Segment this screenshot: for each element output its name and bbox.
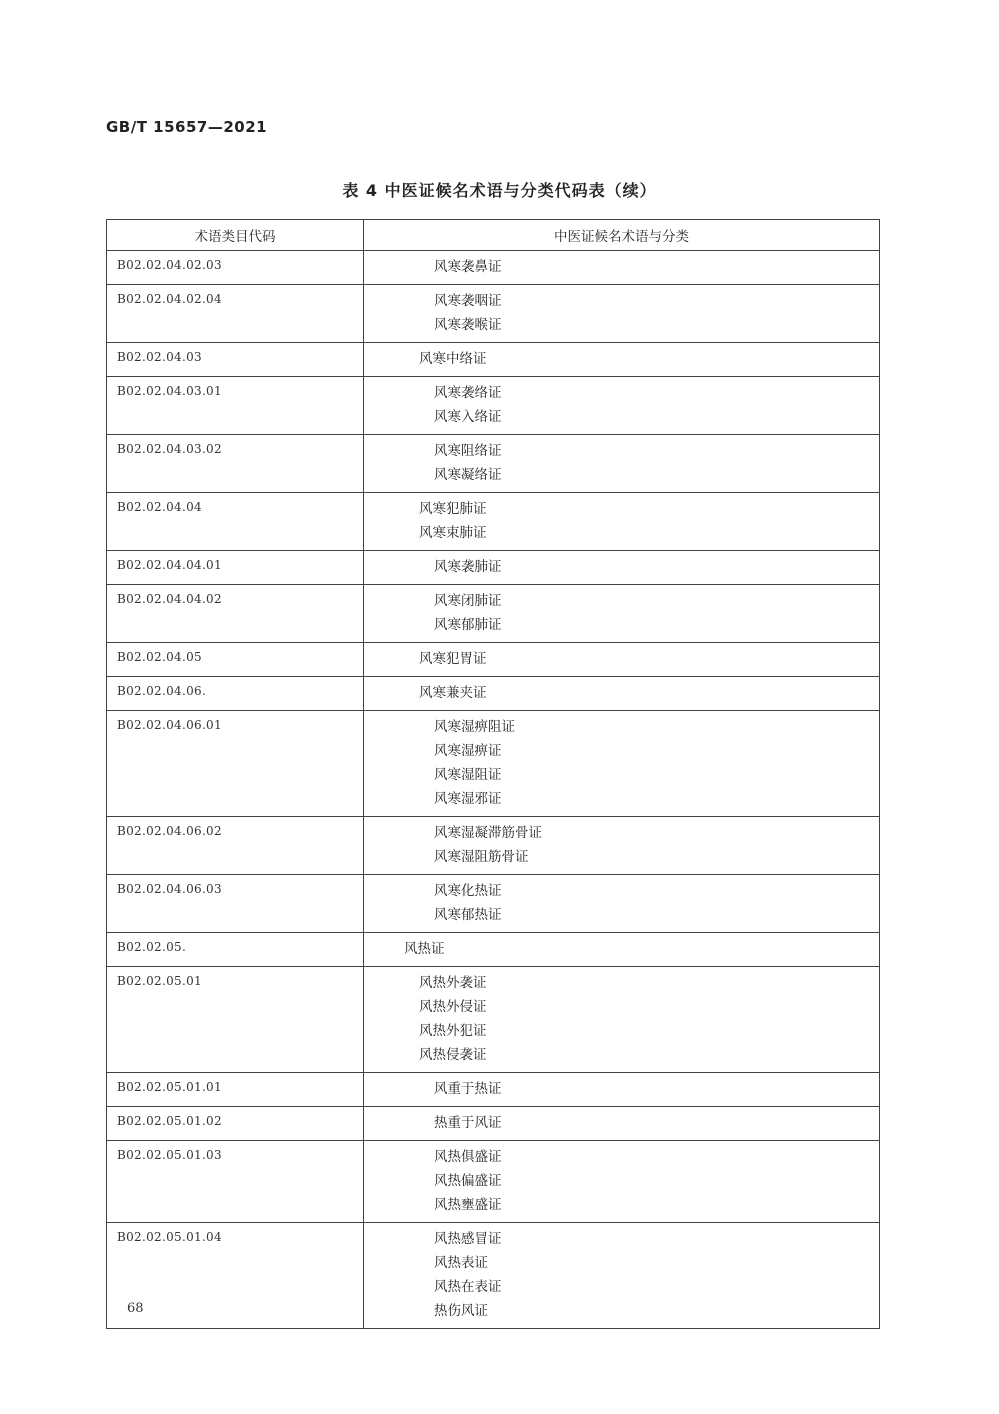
term-category-code: B02.02.04.04 bbox=[107, 493, 364, 551]
table-row bbox=[107, 817, 880, 875]
table-row bbox=[107, 1141, 880, 1223]
term-category-code: B02.02.04.06. bbox=[107, 677, 364, 711]
table-row bbox=[107, 343, 880, 377]
syndrome-terms-cell bbox=[364, 875, 880, 933]
syndrome-terms-cell bbox=[364, 933, 880, 967]
syndrome-term: 风寒化热证 bbox=[434, 883, 502, 899]
syndrome-terms-cell bbox=[364, 493, 880, 551]
syndrome-terms-cell bbox=[364, 967, 880, 1073]
syndrome-term: 风寒犯胃证 bbox=[419, 651, 487, 667]
syndrome-term: 风寒湿邪证 bbox=[434, 791, 502, 807]
syndrome-term: 风热感冒证 bbox=[434, 1231, 502, 1247]
syndrome-terms-cell bbox=[364, 251, 880, 285]
term-category-code: B02.02.04.03.01 bbox=[107, 377, 364, 435]
syndrome-term: 风热壅盛证 bbox=[434, 1197, 502, 1213]
syndrome-term: 风寒郁热证 bbox=[434, 907, 502, 923]
syndrome-term: 热伤风证 bbox=[434, 1303, 488, 1319]
syndrome-term: 风寒湿凝滞筋骨证 bbox=[434, 825, 542, 841]
term-category-code: B02.02.04.03 bbox=[107, 343, 364, 377]
table-row bbox=[107, 493, 880, 551]
term-category-code: B02.02.04.04.02 bbox=[107, 585, 364, 643]
table-row bbox=[107, 551, 880, 585]
syndrome-terms-cell bbox=[364, 677, 880, 711]
syndrome-terms-cell bbox=[364, 1223, 880, 1329]
table-row bbox=[107, 1073, 880, 1107]
syndrome-term: 热重于风证 bbox=[434, 1115, 502, 1131]
syndrome-terms-cell bbox=[364, 643, 880, 677]
term-category-code: B02.02.04.06.02 bbox=[107, 817, 364, 875]
term-category-code: B02.02.04.06.03 bbox=[107, 875, 364, 933]
term-category-code: B02.02.04.03.02 bbox=[107, 435, 364, 493]
syndrome-term: 风寒袭络证 bbox=[434, 385, 502, 401]
syndrome-term: 风寒袭喉证 bbox=[434, 317, 502, 333]
table-row bbox=[107, 1107, 880, 1141]
term-category-code: B02.02.05.01.02 bbox=[107, 1107, 364, 1141]
page-number: 68 bbox=[127, 1301, 144, 1316]
column-header-code: 术语类目代码 bbox=[107, 220, 364, 251]
syndrome-term: 风寒兼夹证 bbox=[419, 685, 487, 701]
syndrome-term: 风寒犯肺证 bbox=[419, 501, 487, 517]
syndrome-terms-cell bbox=[364, 1141, 880, 1223]
syndrome-term: 风寒湿阻证 bbox=[434, 767, 502, 783]
standard-number-header: GB/T 15657—2021 bbox=[106, 118, 268, 136]
term-category-code: B02.02.04.02.04 bbox=[107, 285, 364, 343]
syndrome-terms-cell bbox=[364, 585, 880, 643]
table-title: 表 4 中医证候名术语与分类代码表（续） bbox=[342, 181, 657, 200]
syndrome-terms-cell bbox=[364, 711, 880, 817]
syndrome-term: 风热偏盛证 bbox=[434, 1173, 502, 1189]
syndrome-terms-cell bbox=[364, 817, 880, 875]
syndrome-term: 风热外犯证 bbox=[419, 1023, 487, 1039]
table-header-row bbox=[107, 220, 880, 251]
syndrome-term: 风寒袭肺证 bbox=[434, 559, 502, 575]
syndrome-term: 风热在表证 bbox=[434, 1279, 502, 1295]
syndrome-terms-cell bbox=[364, 551, 880, 585]
table-row bbox=[107, 285, 880, 343]
table-body bbox=[107, 251, 880, 1329]
syndrome-term: 风寒湿痹阻证 bbox=[434, 719, 515, 735]
syndrome-term: 风热俱盛证 bbox=[434, 1149, 502, 1165]
syndrome-term: 风寒入络证 bbox=[434, 409, 502, 425]
syndrome-terms-cell bbox=[364, 343, 880, 377]
term-category-code: B02.02.05.01 bbox=[107, 967, 364, 1073]
syndrome-terms-cell bbox=[364, 1073, 880, 1107]
term-category-code: B02.02.04.04.01 bbox=[107, 551, 364, 585]
syndrome-term: 风寒袭咽证 bbox=[434, 293, 502, 309]
syndrome-terms-cell bbox=[364, 285, 880, 343]
table-row bbox=[107, 677, 880, 711]
syndrome-term: 风寒湿痹证 bbox=[434, 743, 502, 759]
syndrome-term: 风重于热证 bbox=[434, 1081, 502, 1097]
syndrome-term: 风寒郁肺证 bbox=[434, 617, 502, 633]
term-category-code: B02.02.05.01.01 bbox=[107, 1073, 364, 1107]
syndrome-term: 风寒束肺证 bbox=[419, 525, 487, 541]
table-row bbox=[107, 967, 880, 1073]
syndrome-term: 风寒袭鼻证 bbox=[434, 259, 502, 275]
table-row bbox=[107, 643, 880, 677]
syndrome-terms-cell bbox=[364, 377, 880, 435]
term-category-code: B02.02.04.02.03 bbox=[107, 251, 364, 285]
table-row bbox=[107, 251, 880, 285]
table-row bbox=[107, 377, 880, 435]
syndrome-term: 风热侵袭证 bbox=[419, 1047, 487, 1063]
table-row bbox=[107, 933, 880, 967]
syndrome-term: 风热证 bbox=[404, 941, 445, 957]
syndrome-term: 风寒中络证 bbox=[419, 351, 487, 367]
syndrome-terms-cell bbox=[364, 435, 880, 493]
term-category-code: B02.02.05.01.04 bbox=[107, 1223, 364, 1329]
table-row bbox=[107, 875, 880, 933]
terminology-table bbox=[106, 219, 880, 1329]
table-row bbox=[107, 1223, 880, 1329]
term-category-code: B02.02.04.06.01 bbox=[107, 711, 364, 817]
term-category-code: B02.02.04.05 bbox=[107, 643, 364, 677]
syndrome-term: 风热表证 bbox=[434, 1255, 488, 1271]
syndrome-term: 风热外袭证 bbox=[419, 975, 487, 991]
table-row bbox=[107, 585, 880, 643]
syndrome-term: 风寒凝络证 bbox=[434, 467, 502, 483]
syndrome-term: 风寒阻络证 bbox=[434, 443, 502, 459]
syndrome-terms-cell bbox=[364, 1107, 880, 1141]
syndrome-term: 风寒闭肺证 bbox=[434, 593, 502, 609]
table-row bbox=[107, 711, 880, 817]
syndrome-term: 风热外侵证 bbox=[419, 999, 487, 1015]
term-category-code: B02.02.05.01.03 bbox=[107, 1141, 364, 1223]
table-row bbox=[107, 435, 880, 493]
term-category-code: B02.02.05. bbox=[107, 933, 364, 967]
column-header-terms: 中医证候名术语与分类 bbox=[364, 220, 880, 251]
syndrome-term: 风寒湿阻筋骨证 bbox=[434, 849, 529, 865]
